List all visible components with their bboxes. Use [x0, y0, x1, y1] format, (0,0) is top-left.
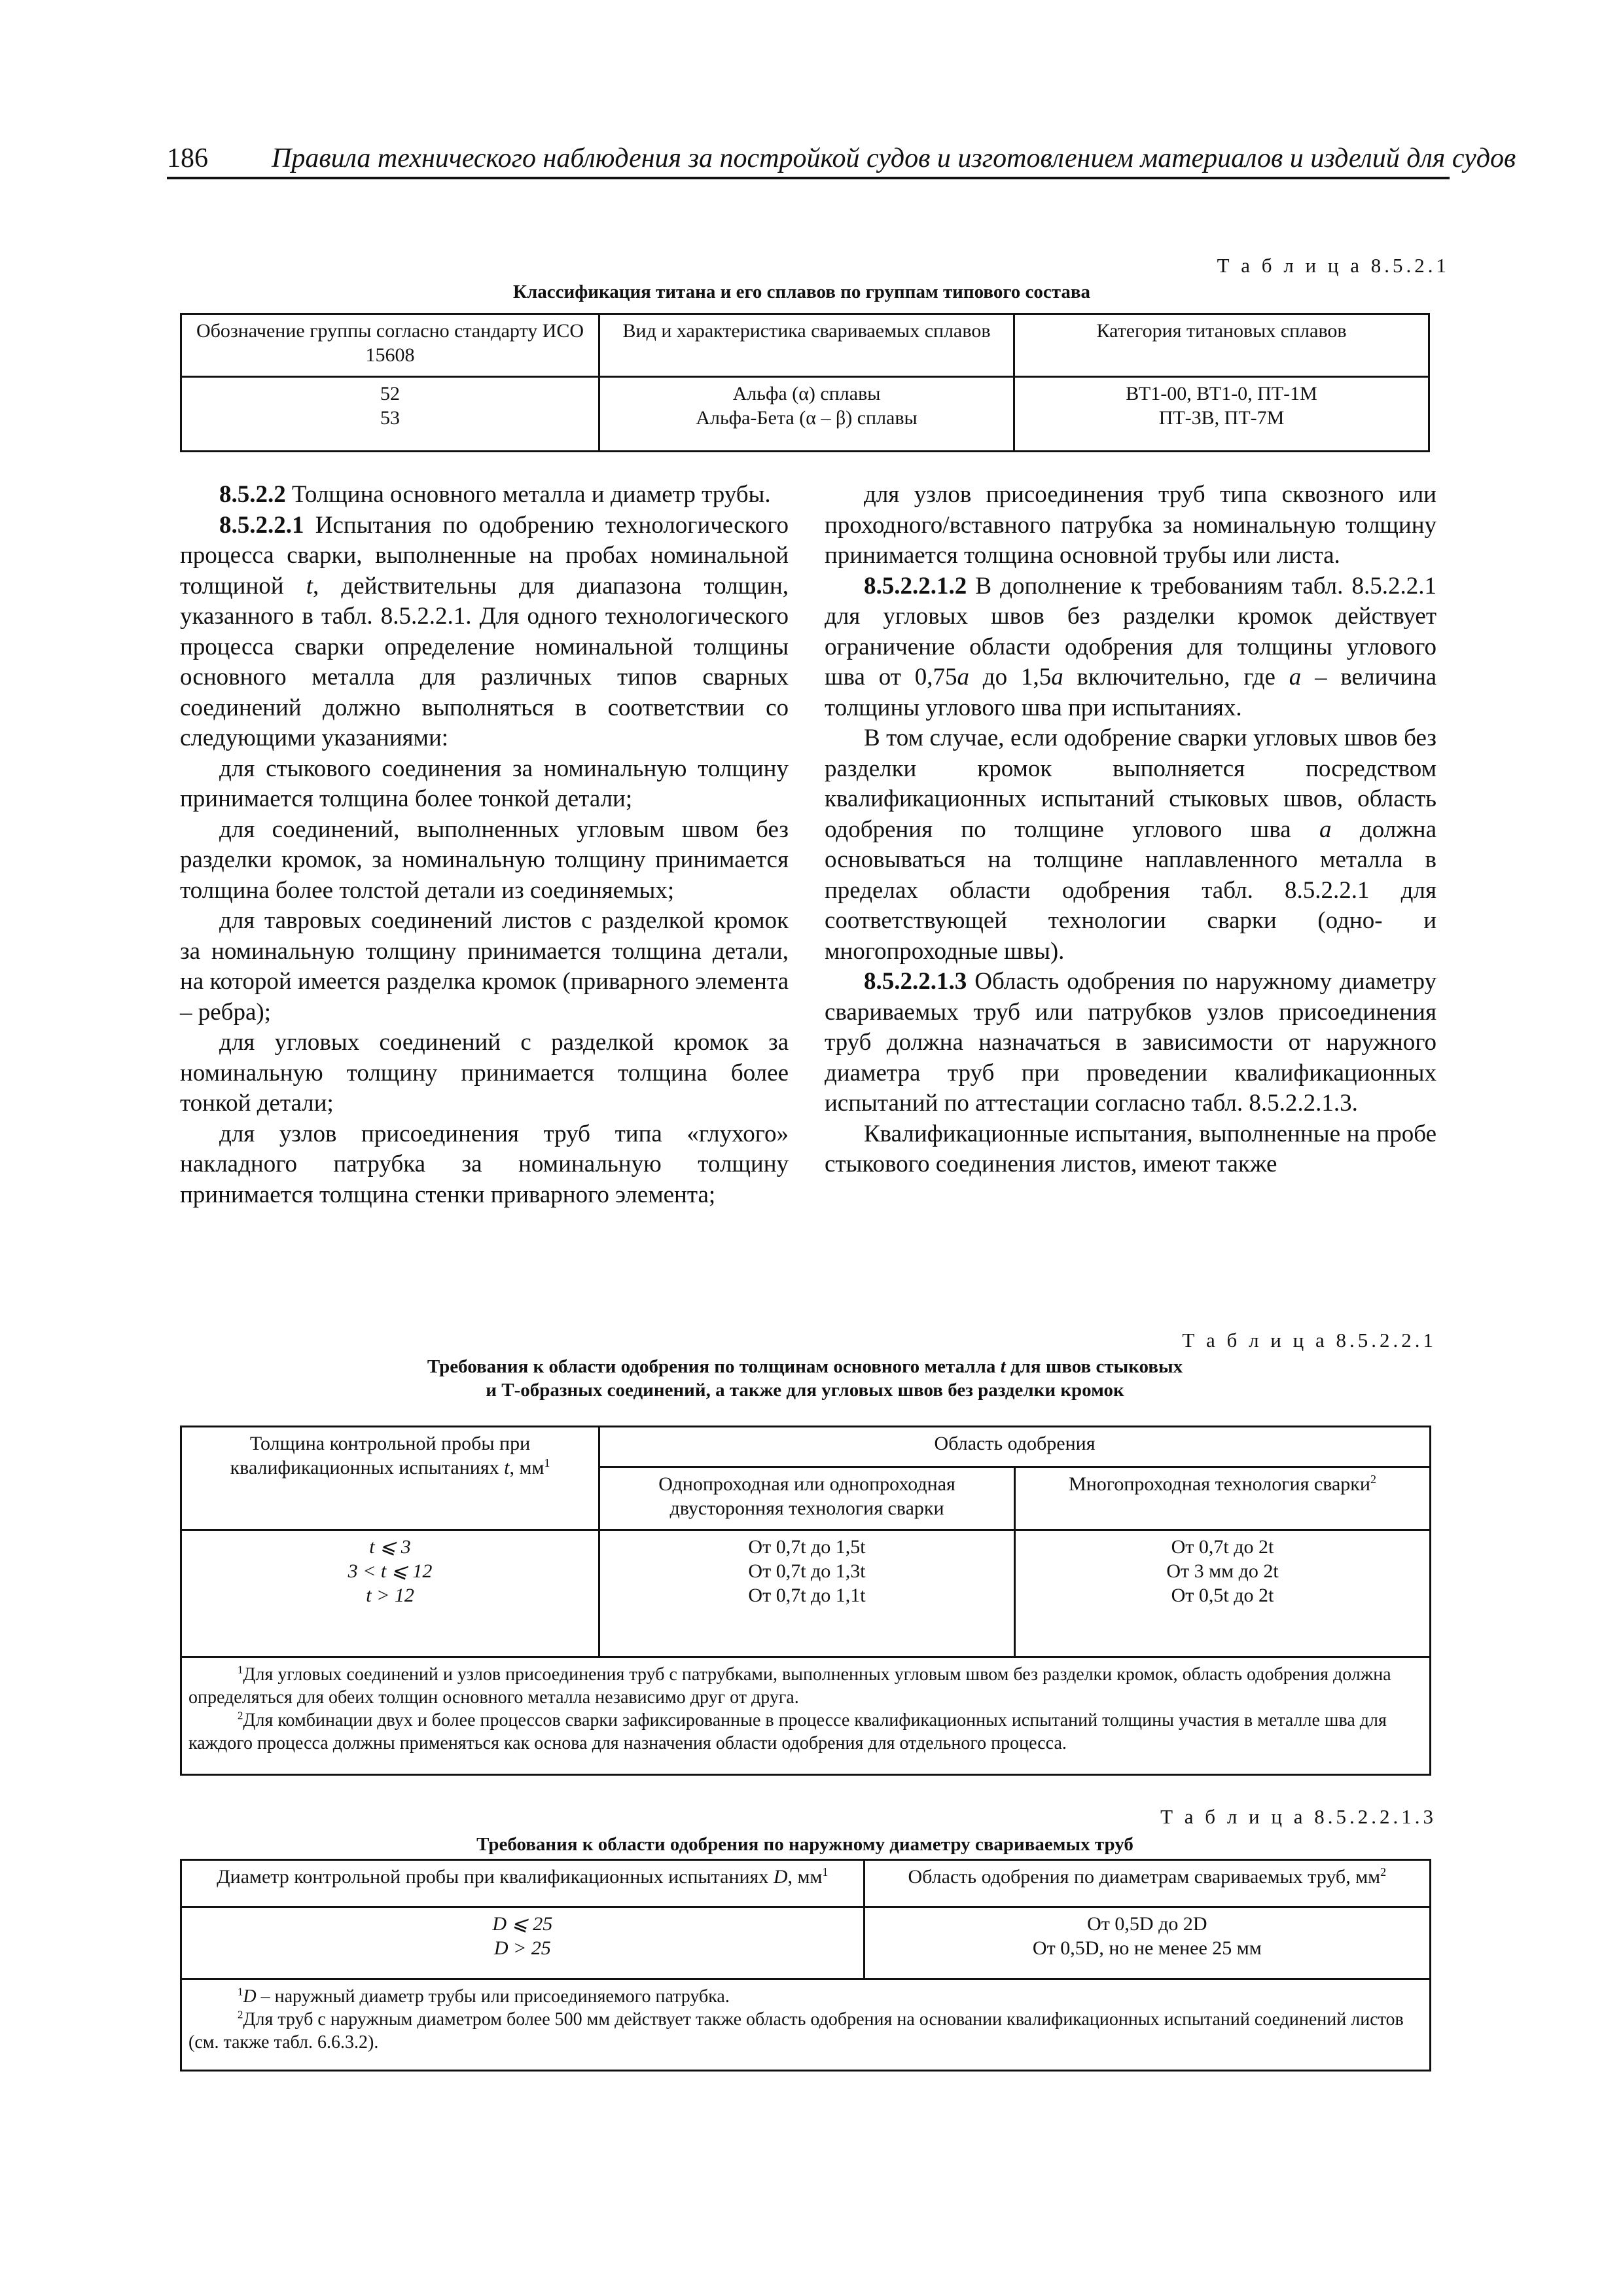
- footnote: $^1$Для угловых соединений и узлов присоединения труб с патрубками, выполненных угловым швом без разделки кромок, область одобрения должна определяться для обеих толщин основного металла независимо друг от друга.: [188, 1663, 1391, 1708]
- table3-cell-range: От 0,5D до 2D От 0,5D, но не менее 25 мм: [864, 1907, 1430, 1979]
- footnote: $^2$Для труб с наружным диаметром более 500 мм действует также область одобрения на основании квалификационных испытаний соединений листов (см. также табл. 6.6.3.2).: [188, 2008, 1404, 2053]
- table2-head-thickness: Толщина контрольной пробы при квалификационных испытаниях t, $мм^1$: [181, 1427, 599, 1530]
- table3-cell-diameter: D ⩽ 25 D > 25: [181, 1907, 865, 1979]
- table3: [180, 1859, 1431, 2072]
- table1-cell-groups: 52 53: [181, 377, 599, 452]
- table3-footnotes-row: [181, 1979, 1431, 2071]
- table1-body-row: [181, 377, 1429, 452]
- table3-head-range: Область одобрения по диаметрам свариваемых труб, $мм^2$: [864, 1860, 1430, 1907]
- table1-cell-categories: ВТ1-00, ВТ1-0, ПТ-1М ПТ-3В, ПТ-7М: [1014, 377, 1429, 452]
- table2-cell-thickness: t ⩽ 3 3 < t ⩽ 12 t > 12: [181, 1530, 599, 1657]
- list-item: для угловых соединений с разделкой кромок за номинальную толщину принимается толщина более тонкой детали;: [180, 1029, 789, 1117]
- paragraph-8-5-2-2-1-3: 8.5.2.2.1.3 Область одобрения по наружному диаметру свариваемых труб или патрубков узлов присоединения труб должна назначаться в зависимости от наружного диаметра труб при проведении квалификационных испытаний по аттестации согласно табл. 8.5.2.2.1.3.: [825, 968, 1436, 1117]
- table1-head-group: Обозначение группы согласно стандарту ИСО 15608: [181, 314, 599, 377]
- table2-cell-single-pass: От 0,7t до 1,5t От 0,7t до 1,3t От 0,7t до 1,1t: [599, 1530, 1015, 1657]
- table2-body-row: [181, 1530, 1431, 1657]
- table3-head-diameter: Диаметр контрольной пробы при квалификационных испытаниях D, $мм^1$: [181, 1860, 865, 1907]
- table2-head-approval-range: Область одобрения: [599, 1427, 1431, 1467]
- paragraph-8-5-2-2: 8.5.2.2 Толщина основного металла и диаметр трубы.: [219, 481, 771, 508]
- table1-number: Т а б л и ц а 8.5.2.1: [1217, 254, 1450, 277]
- list-item: для узлов присоединения труб типа «глухого» накладного патрубка за номинальную толщину принимается толщина стенки приварного элемента;: [180, 1120, 789, 1208]
- table2: [180, 1426, 1431, 1776]
- left-column: [180, 480, 789, 1210]
- table3-number: Т а б л и ц а 8.5.2.2.1.3: [1160, 1805, 1436, 1828]
- table1: [180, 313, 1430, 452]
- page-number: 186: [167, 143, 208, 173]
- table2-caption: Требования к области одобрения по толщинам основного металла t для швов стыковых и Т-образных соединений, а также для угловых швов без разделки кромок: [427, 1356, 1183, 1401]
- table2-footnotes: [181, 1657, 1431, 1775]
- list-item: для стыкового соединения за номинальную толщину принимается толщина более тонкой детали;: [180, 755, 789, 812]
- table2-number: Т а б л и ц а 8.5.2.2.1: [1182, 1329, 1436, 1352]
- table3-body-row: [181, 1907, 1431, 1979]
- list-item: для тавровых соединений листов с разделкой кромок за номинальную толщину принимается толщина детали, на которой имеется разделка кромок (приварного элемента – ребра);: [180, 907, 789, 1026]
- paragraph-qualification: Квалификационные испытания, выполненные на пробе стыкового соединения листов, имеют также: [825, 1120, 1436, 1177]
- running-title: Правила технического наблюдения за постройкой судов и изготовлением материалов и изделий для судов: [272, 143, 1516, 173]
- table1-header-row: [181, 314, 1429, 377]
- header-rule: [167, 177, 1450, 179]
- table1-cell-kinds: Альфа (α) сплавы Альфа-Бета (α – β) сплавы: [599, 377, 1014, 452]
- table2-cell-multi-pass: От 0,7t до 2t От 3 мм до 2t От 0,5t до 2t: [1015, 1530, 1431, 1657]
- table2-head-multi-pass: Многопроходная технология сварки$^2$: [1015, 1467, 1431, 1530]
- paragraph-8-5-2-2-1: 8.5.2.2.1 Испытания по одобрению технологического процесса сварки, выполненные на пробах номинальной толщиной t, действительны для диапазона толщин, указанного в табл. 8.5.2.2.1. Для одного технологического процесса сварки определение номинальной толщины основного металла для различных типов сварных соединений должно выполняться в соответствии со следующими указаниями:: [180, 511, 789, 751]
- paragraph-8-5-2-2-1-2: 8.5.2.2.1.2 В дополнение к требованиям табл. 8.5.2.2.1 для угловых швов без разделки кромок действует ограничение области одобрения для толщины углового шва от 0,75a до 1,5a включительно, где a – величина толщины углового шва при испытаниях.: [825, 572, 1436, 721]
- footnote: $^2$Для комбинации двух и более процессов сварки зафиксированные в процессе квалификационных испытаний толщины участия в металле шва для каждого процесса должны применяться как основа для назначения области одобрения для отдельного процесса.: [188, 1709, 1387, 1753]
- running-header: [167, 137, 1516, 177]
- paragraph-fillet-welds: В том случае, если одобрение сварки угловых швов без разделки кромок выполняется посредством квалификационных испытаний стыковых швов, область одобрения по толщине углового шва a должна основываться на толщине наплавленного металла в пределах области одобрения табл. 8.5.2.2.1 для соответствующей технологии сварки (одно- и многопроходные швы).: [825, 725, 1436, 965]
- table2-head-single-pass: Однопроходная или однопроходная двусторонняя технология сварки: [599, 1467, 1015, 1530]
- footnote: $^1$D – наружный диаметр трубы или присоединяемого патрубка.: [238, 1985, 730, 2007]
- paragraph-continued: для узлов присоединения труб типа сквозного или проходного/вставного патрубка за номинальную толщину принимается толщина основной трубы или листа.: [825, 481, 1436, 569]
- table3-caption: Требования к области одобрения по наружному диаметру свариваемых труб: [476, 1834, 1133, 1855]
- table2-footnotes-row: [181, 1657, 1431, 1775]
- table1-head-category: Категория титановых сплавов: [1014, 314, 1429, 377]
- table1-caption: Классификация титана и его сплавов по группам типового состава: [512, 281, 1091, 302]
- right-column: [825, 480, 1436, 1180]
- table3-footnotes: [181, 1979, 1431, 2071]
- table2-header-row: [181, 1427, 1431, 1467]
- table3-header-row: [181, 1860, 1431, 1907]
- list-item: для соединений, выполненных угловым швом без разделки кромок, за номинальную толщину принимается толщина более толстой детали из соединяемых;: [180, 816, 789, 904]
- table1-head-kind: Вид и характеристика свариваемых сплавов: [599, 314, 1014, 377]
